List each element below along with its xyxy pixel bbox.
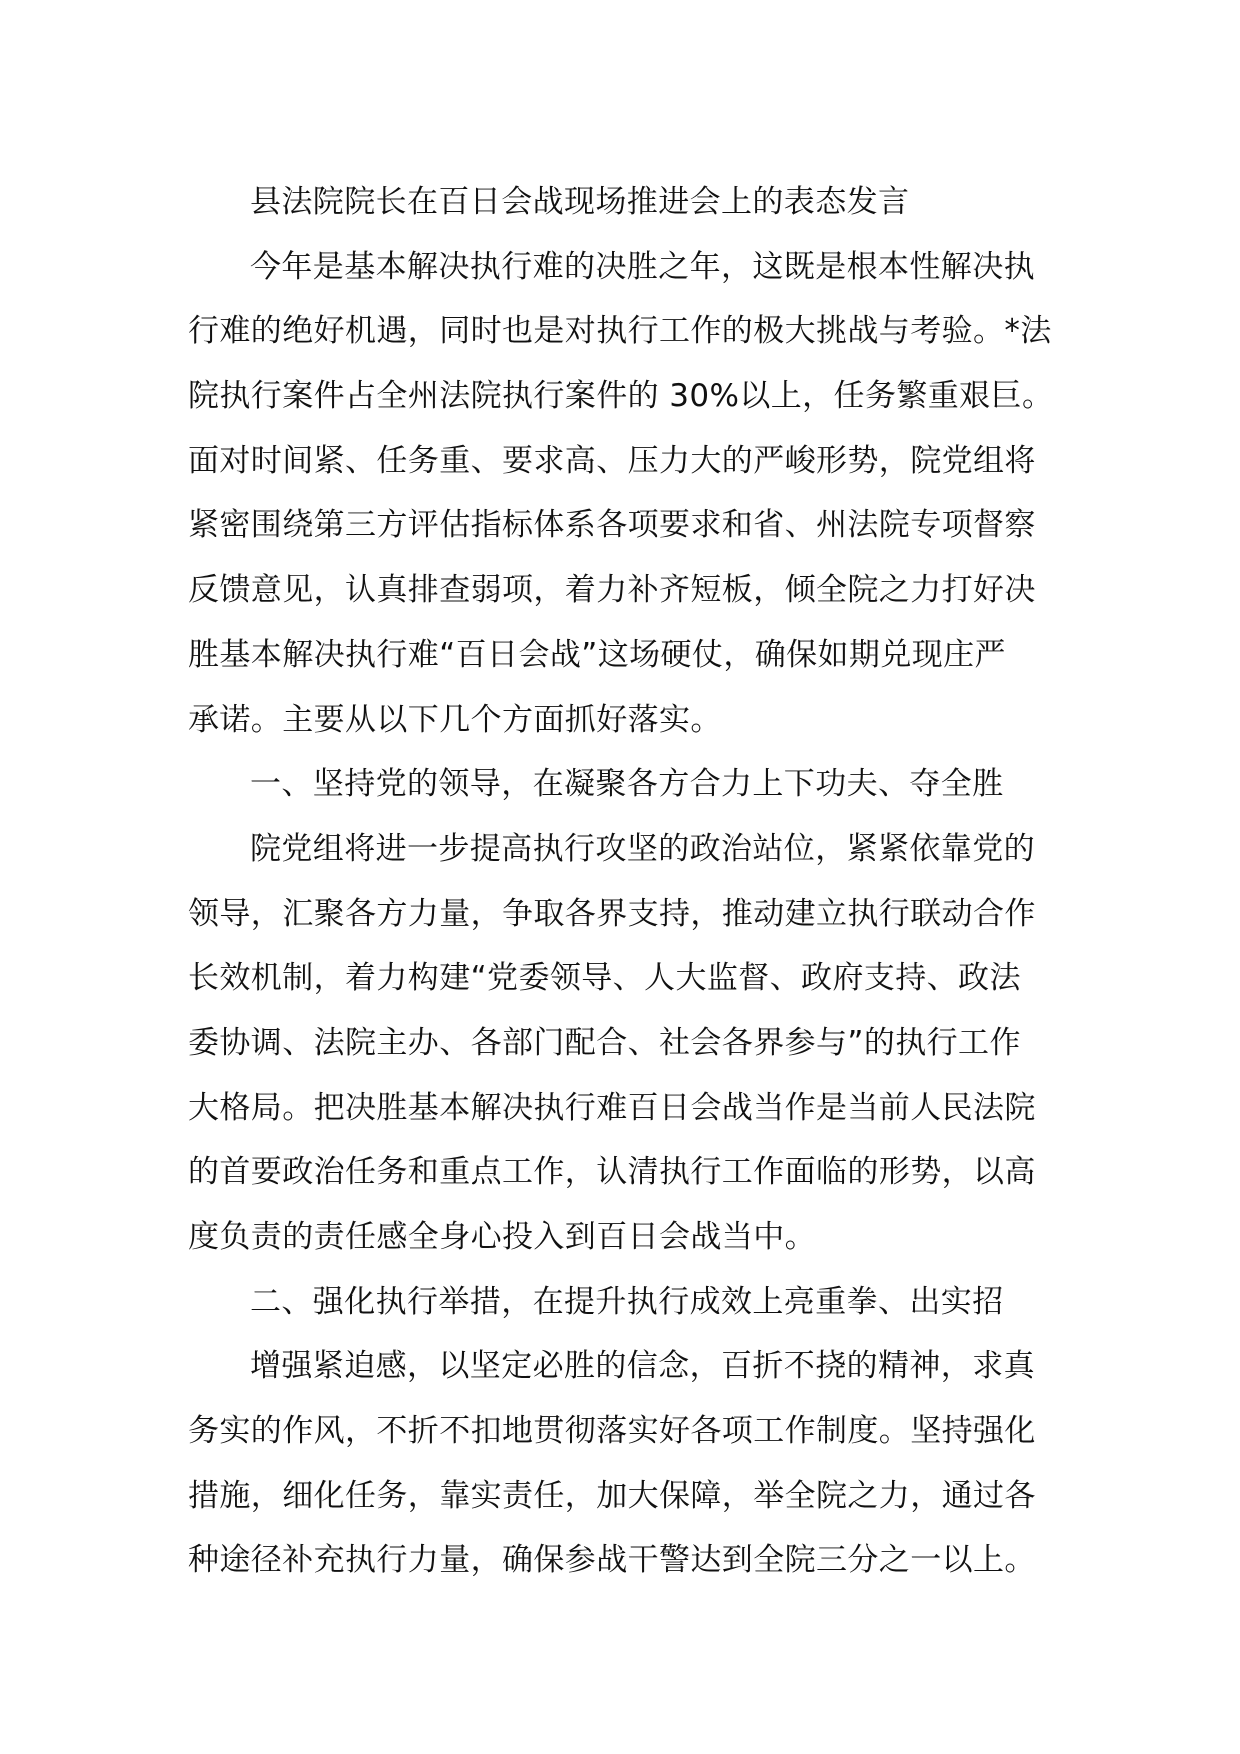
text-line: 种途径补充执行力量，确保参战干警达到全院三分之一以上。 [188,1542,1036,1579]
text-line: 务实的作风，不折不扣地贯彻落实好各项工作制度。坚持强化 [188,1413,1036,1450]
text-line: 今年是基本解决执行难的决胜之年，这既是根本性解决执 [250,248,1035,285]
document-title: 县法院院长在百日会战现场推进会上的表态发言 [250,184,910,220]
text-line: 度负责的责任感全身心投入到百日会战当中。 [188,1219,816,1255]
text-line: 增强紧迫感，以坚定必胜的信念，百折不挠的精神，求真 [250,1348,1035,1385]
text-line: 的首要政治任务和重点工作，认清执行工作面临的形势，以高 [188,1154,1036,1191]
text-line: 紧密围绕第三方评估指标体系各项要求和省、州法院专项督察 [188,507,1036,544]
text-line: 院执行案件占全州法院执行案件的 30%以上，任务繁重艰巨。 [188,378,1054,415]
text-line: 二、强化执行举措，在提升执行成效上亮重拳、出实招 [250,1283,1004,1320]
text-line: 长效机制，着力构建“党委领导、人大监督、政府支持、政法 [188,960,1021,997]
text-line: 胜基本解决执行难“百日会战”这场硬仗，确保如期兑现庄严 [188,636,1006,673]
text-line: 行难的绝好机遇，同时也是对执行工作的极大挑战与考验。*法 [188,313,1052,350]
text-line: 反馈意见，认真排查弱项，着力补齐短板，倾全院之力打好决 [188,572,1036,609]
text-line: 大格局。把决胜基本解决执行难百日会战当作是当前人民法院 [188,1089,1036,1126]
text-line: 一、坚持党的领导，在凝聚各方合力上下功夫、夺全胜 [250,766,1004,803]
text-line: 面对时间紧、任务重、要求高、压力大的严峻形势，院党组将 [188,442,1036,479]
document-body [188,170,1058,1593]
text-line: 措施，细化任务，靠实责任，加大保障，举全院之力，通过各 [188,1477,1036,1514]
text-line: 领导，汇聚各方力量，争取各界支持，推动建立执行联动合作 [188,895,1036,932]
document-lines [188,235,1058,1593]
text-line: 承诺。主要从以下几个方面抓好落实。 [188,701,722,738]
text-line: 院党组将进一步提高执行攻坚的政治站位，紧紧依靠党的 [250,830,1035,867]
text-line: 委协调、法院主办、各部门配合、社会各界参与”的执行工作 [188,1024,1021,1061]
